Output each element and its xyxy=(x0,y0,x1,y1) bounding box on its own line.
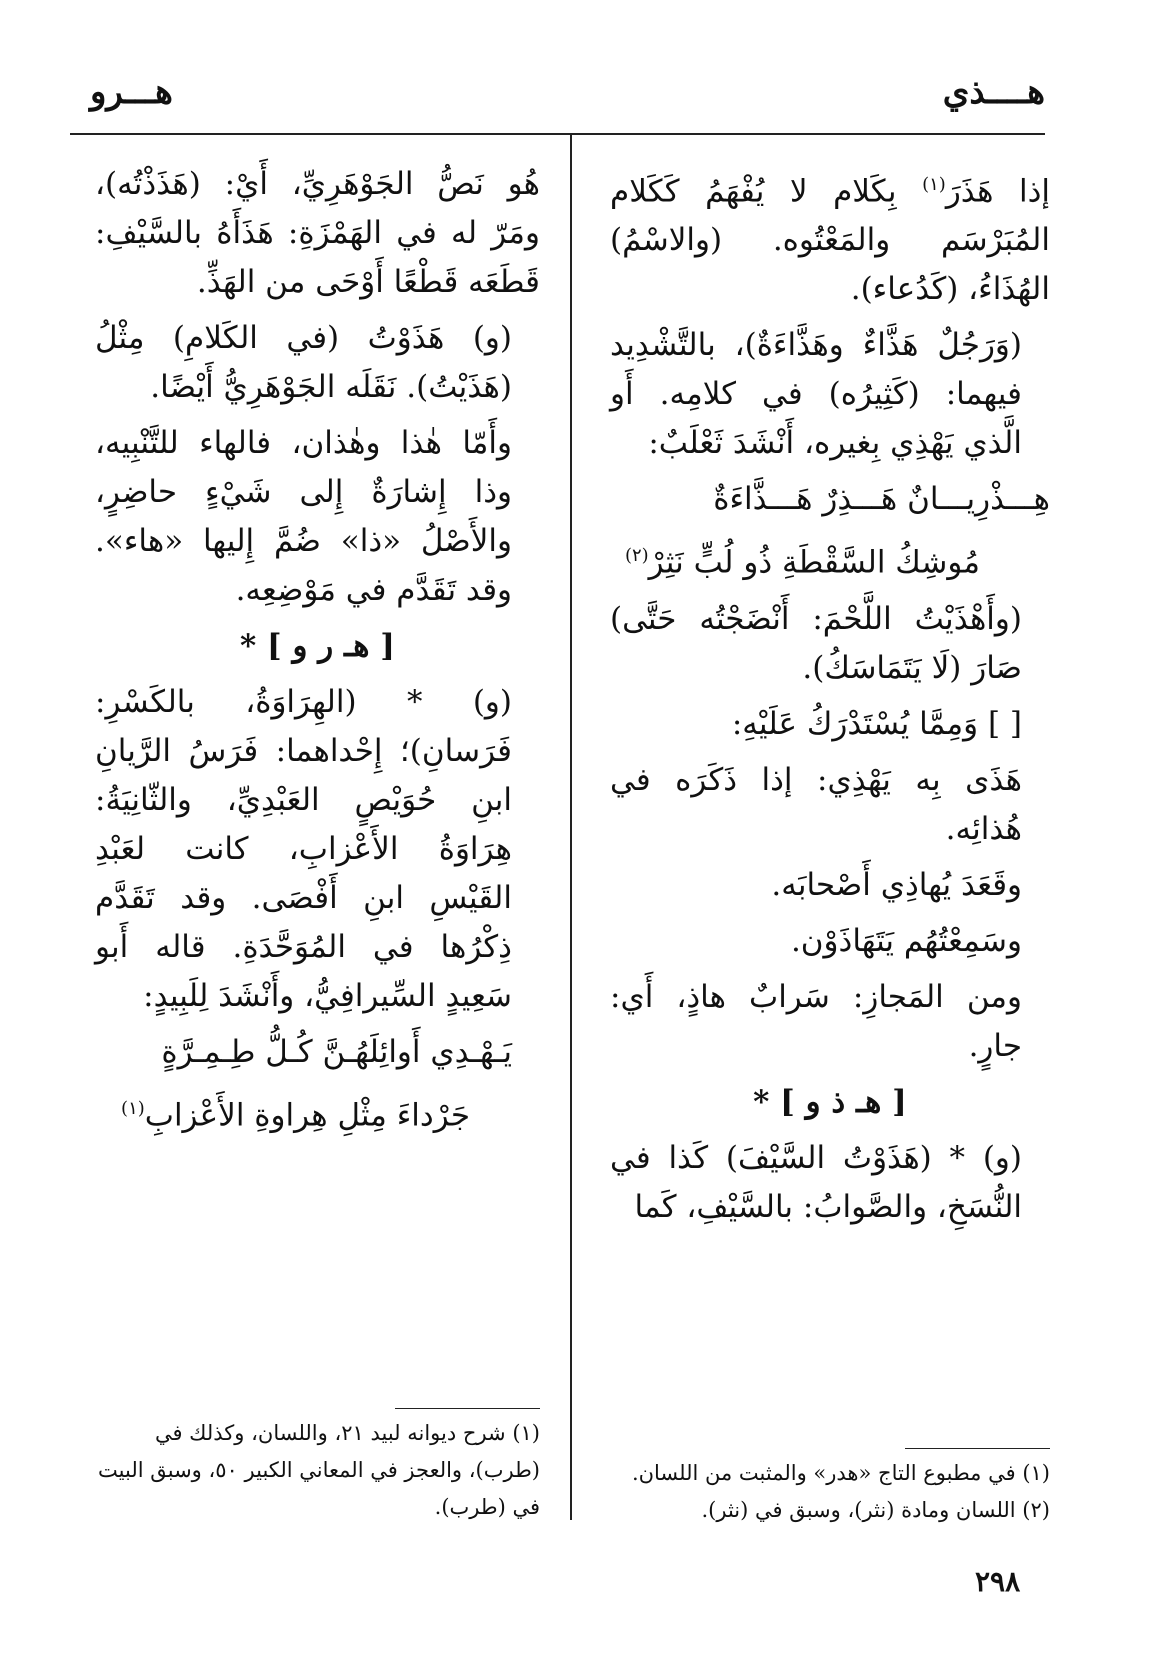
page-number: ٢٩٨ xyxy=(975,1565,1021,1598)
paragraph: وسَمِعْتُهُم يَتَهَاذَوْن. xyxy=(790,922,1022,959)
paragraph: إذا هَذَرَ$^{(١)}$ بِكَلام لا يُفْهَمُ كَكَلام المُبَرْسَم والمَعْتُوه. (والاسْمُ) الهُذَاءُ، (كَدُعاء). xyxy=(610,173,1050,308)
footnote-ref: (١) xyxy=(121,1098,145,1119)
left-column xyxy=(95,160,540,1147)
paragraph: وأَمّا هٰذا وهٰذان، فالهاء للتَّنْبِيه، وذا إِشارَةٌ إِلى شَيْءٍ حاضِرٍ، والأَصْلُ «ذا» ضُمَّ إِليها «هاء». وقد تَقَدَّم في مَوْضِعِه. xyxy=(95,425,512,608)
footnote: (١) شرح ديوانه لبيد ٢١، واللسان، وكذلك في (طرب)، والعجز في المعاني الكبير ٥٠، وسبق البيت في (طرب). xyxy=(98,1421,540,1519)
verse-line: يَـهْـدِي أَوائِلَهُـنَّ كُـلُّ طِـمِـرَّةٍ xyxy=(161,1034,512,1070)
footnote-rule xyxy=(905,1448,1050,1449)
paragraph: وقَعَدَ يُهاذِي أَصْحابَه. xyxy=(771,866,1022,903)
paragraph: (و) هَذَوْتُ (في الكَلامِ) مِثْلُ (هَذَيْتُ). نَقَلَه الجَوْهَرِيُّ أَيْضًا. xyxy=(95,320,512,405)
verse-line: جَرْداءَ مِثْلِ هِراوةِ الأَعْزابِ$^{(١)}$ xyxy=(121,1097,470,1134)
paragraph: [ ] وَمِمَّا يُسْتَدْرَكُ عَلَيْهِ: xyxy=(731,705,1022,742)
verse-line: مُوشِكُ السَّقْطَةِ ذُو لُبٍّ نَثِرْ$^{(٢)}$ xyxy=(624,544,980,581)
entry-heading: [ هـ ذ و ] * xyxy=(753,1083,907,1120)
entry-heading: [ هـ ر و ] * xyxy=(240,628,395,664)
running-header-right: هــــذي xyxy=(942,72,1045,112)
footnote-rule xyxy=(395,1408,540,1409)
footnote: (١) في مطبوع التاج «هدر» والمثبت من اللسان. xyxy=(631,1461,1050,1485)
header-rule xyxy=(70,133,1045,135)
column-divider xyxy=(570,135,572,1520)
verse-line: هِـــذْرِيـــانٌ هَـــذِرٌ هَـــذَّاءَةٌ xyxy=(713,481,1050,518)
paragraph: (وَرَجُلٌ هَذَّاءٌ وهَذَّاءَةٌ)، بالتَّشْدِيد فيهما: (كَثِيرُه) في كلامِه. أَو الَّذي يَهْذِي بِغيره، أَنْشَدَ ثَعْلَبٌ: xyxy=(610,327,1022,462)
paragraph: (و) * (هَذَوْتُ السَّيْفَ) كَذا في النُّسَخِ، والصَّوابُ: بالسَّيْفِ، كَما xyxy=(610,1139,1022,1225)
footnotes-left xyxy=(95,1415,540,1526)
footnote-ref: (١) xyxy=(922,174,946,195)
paragraph: (وأَهْذَيْتُ اللَّحْمَ: أَنْضَجْتُه حَتَّى) صَارَ (لَا يَتَمَاسَكُ). xyxy=(610,600,1022,686)
paragraph: هَذَى بِه يَهْذِي: إذا ذَكَرَه في هُذائِه. xyxy=(610,761,1022,847)
footnotes-right xyxy=(610,1455,1050,1529)
running-header-left: هـــرو xyxy=(90,72,173,112)
right-column xyxy=(610,160,1050,1239)
paragraph: (و) * (الهِرَاوَةُ، بالكَسْرِ: فَرَسانِ)؛ إِحْداهما: فَرَسُ الرَّيانِ ابنِ حُوَيْصٍ العَبْدِيِّ، والثّانِيَةُ: هِرَاوَةُ الأَعْزابِ، كانت لعَبْدِ القَيْسِ ابنِ أَفْصَى. وقد تَقَدَّم ذِكْرُها في المُوَحَّدَةِ. قاله أَبو سَعِيدٍ السِّيرافِيُّ، وأَنْشَدَ لِلَبِيدٍ: xyxy=(95,684,512,1014)
footnote: (٢) اللسان ومادة (نثر)، وسبق في (نثر). xyxy=(701,1498,1050,1522)
paragraph: ومن المَجازِ: سَرابٌ هاذٍ، أَي: جارٍ. xyxy=(610,978,1022,1064)
paragraph: هُو نَصُّ الجَوْهَرِيِّ، أَيْ: (هَذَذْتُه)، ومَرّ له في الهَمْزَةِ: هَذَأَهُ بالسَّيْفِ: قَطَعَه قَطْعًا أَوْحَى من الهَذِّ. xyxy=(95,166,540,300)
footnote-ref: (٢) xyxy=(624,545,649,567)
